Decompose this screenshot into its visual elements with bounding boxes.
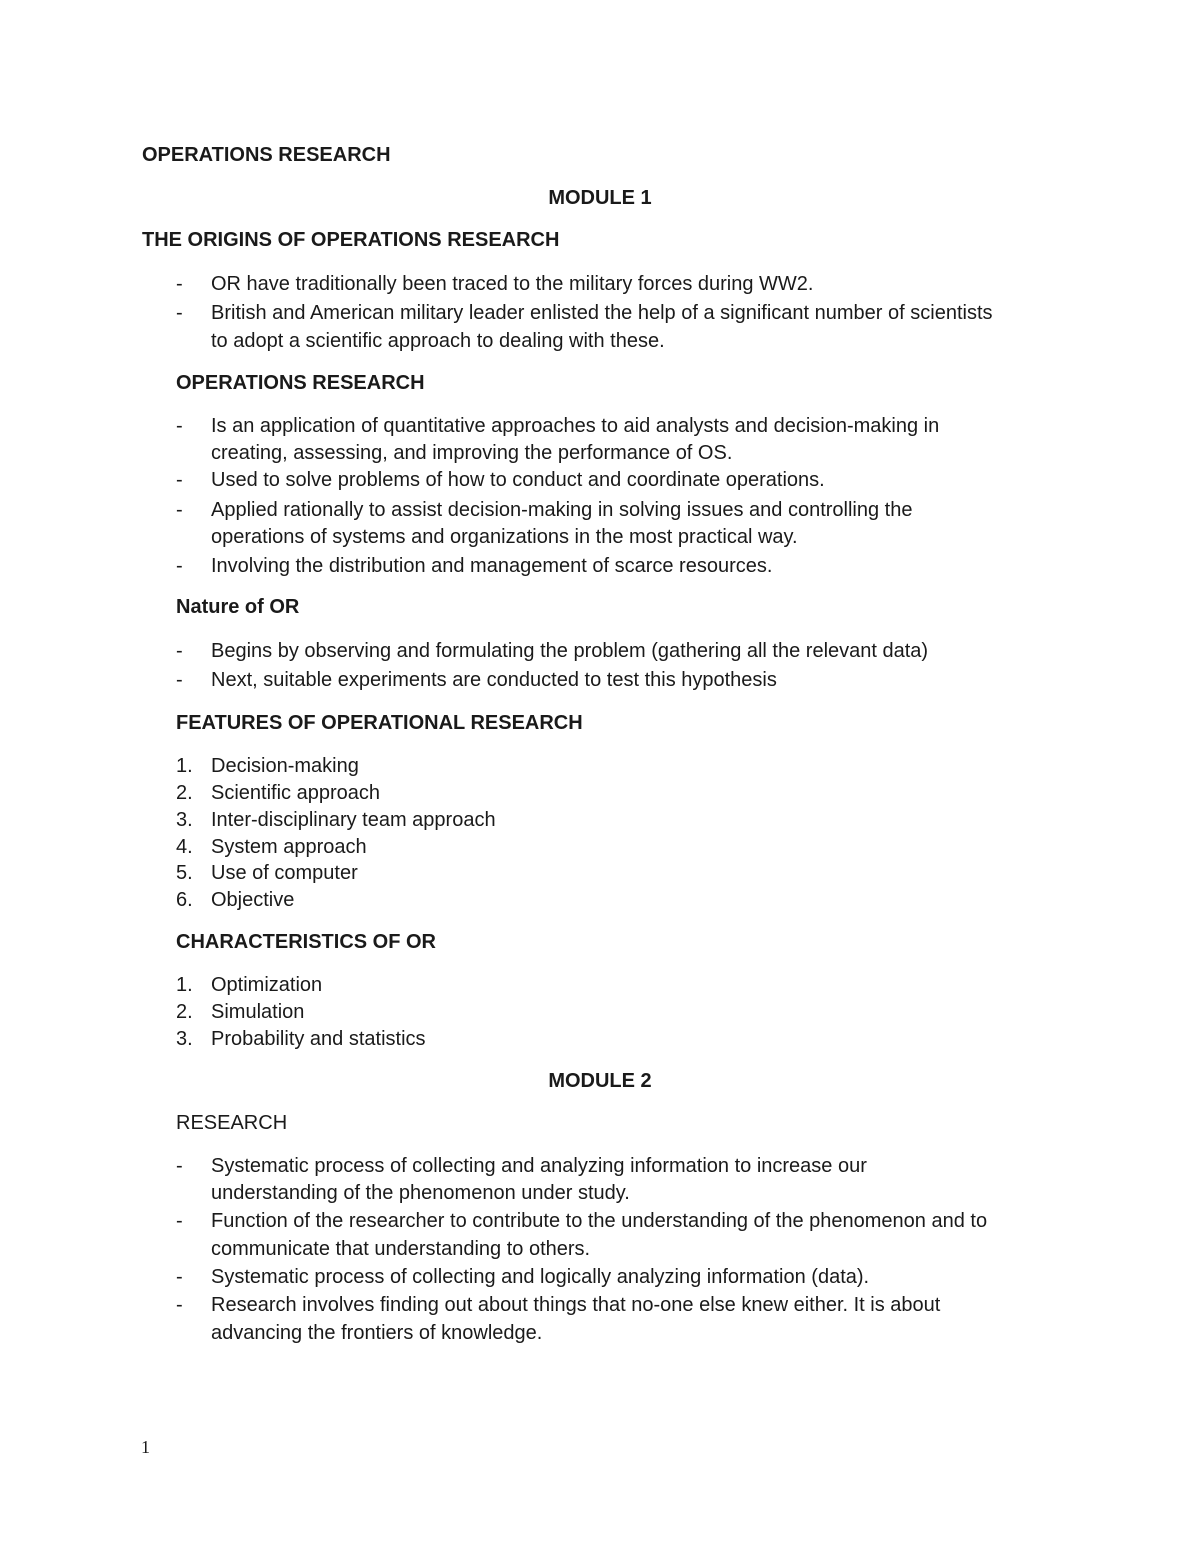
module-1-heading: MODULE 1	[548, 187, 652, 209]
list-number: 3.	[176, 1028, 193, 1050]
list-number: 5.	[176, 862, 193, 884]
or-item-3-line-1: Applied rationally to assist decision-making in solving issues and controlling the	[211, 499, 913, 521]
list-number: 2.	[176, 782, 193, 804]
features-item-2: Scientific approach	[211, 782, 380, 804]
or-heading: OPERATIONS RESEARCH	[176, 372, 425, 394]
bullet-dash: -	[176, 469, 183, 491]
characteristics-item-2: Simulation	[211, 1001, 305, 1023]
research-item-2-line-1: Function of the researcher to contribute to the understanding of the phenomenon and to	[211, 1210, 988, 1232]
research-heading: RESEARCH	[176, 1112, 288, 1134]
page-number: 1	[141, 1437, 150, 1457]
or-item-1-line-1: Is an application of quantitative approaches to aid analysts and decision-making in	[211, 415, 940, 437]
features-heading: FEATURES OF OPERATIONAL RESEARCH	[176, 712, 583, 734]
bullet-dash: -	[176, 1210, 183, 1232]
origins-item-1-line-1: OR have traditionally been traced to the military forces during WW2.	[211, 273, 814, 295]
research-item-3-line-1: Systematic process of collecting and logically analyzing information (data).	[211, 1266, 870, 1288]
list-number: 1.	[176, 974, 193, 996]
document-title: OPERATIONS RESEARCH	[142, 144, 391, 166]
bullet-dash: -	[176, 499, 183, 521]
bullet-dash: -	[176, 1294, 183, 1316]
origins-item-2-line-1: British and American military leader enlisted the help of a significant number of scientists	[211, 302, 993, 324]
or-item-1-line-2: creating, assessing, and improving the performance of OS.	[211, 442, 733, 464]
bullet-dash: -	[176, 273, 183, 295]
research-item-1-line-2: understanding of the phenomenon under study.	[211, 1182, 630, 1204]
research-item-4-line-1: Research involves finding out about things that no-one else knew either. It is about	[211, 1294, 941, 1316]
bullet-dash: -	[176, 640, 183, 662]
nature-heading: Nature of OR	[176, 596, 300, 618]
or-item-2-line-1: Used to solve problems of how to conduct and coordinate operations.	[211, 469, 825, 491]
module-2-heading: MODULE 2	[548, 1070, 652, 1092]
bullet-dash: -	[176, 415, 183, 437]
bullet-dash: -	[176, 555, 183, 577]
bullet-dash: -	[176, 302, 183, 324]
bullet-dash: -	[176, 1155, 183, 1177]
or-item-3-line-2: operations of systems and organizations in the most practical way.	[211, 526, 798, 548]
characteristics-heading: CHARACTERISTICS OF OR	[176, 931, 436, 953]
bullet-dash: -	[176, 1266, 183, 1288]
characteristics-item-1: Optimization	[211, 974, 323, 996]
nature-item-1: Begins by observing and formulating the problem (gathering all the relevant data)	[211, 640, 929, 662]
characteristics-item-3: Probability and statistics	[211, 1028, 426, 1050]
research-item-4-line-2: advancing the frontiers of knowledge.	[211, 1322, 543, 1344]
features-item-6: Objective	[211, 889, 295, 911]
bullet-dash: -	[176, 669, 183, 691]
origins-heading: THE ORIGINS OF OPERATIONS RESEARCH	[142, 229, 560, 251]
list-number: 2.	[176, 1001, 193, 1023]
features-item-1: Decision-making	[211, 755, 359, 777]
research-item-2-line-2: communicate that understanding to others.	[211, 1238, 591, 1260]
list-number: 6.	[176, 889, 193, 911]
list-number: 3.	[176, 809, 193, 831]
origins-item-2-line-2: to adopt a scientific approach to dealing with these.	[211, 330, 665, 352]
research-item-1-line-1: Systematic process of collecting and analyzing information to increase our	[211, 1155, 867, 1177]
features-item-4: System approach	[211, 836, 367, 858]
list-number: 1.	[176, 755, 193, 777]
list-number: 4.	[176, 836, 193, 858]
features-item-5: Use of computer	[211, 862, 358, 884]
or-item-4-line-1: Involving the distribution and management of scarce resources.	[211, 555, 773, 577]
features-item-3: Inter-disciplinary team approach	[211, 809, 496, 831]
nature-item-2: Next, suitable experiments are conducted to test this hypothesis	[211, 669, 777, 691]
